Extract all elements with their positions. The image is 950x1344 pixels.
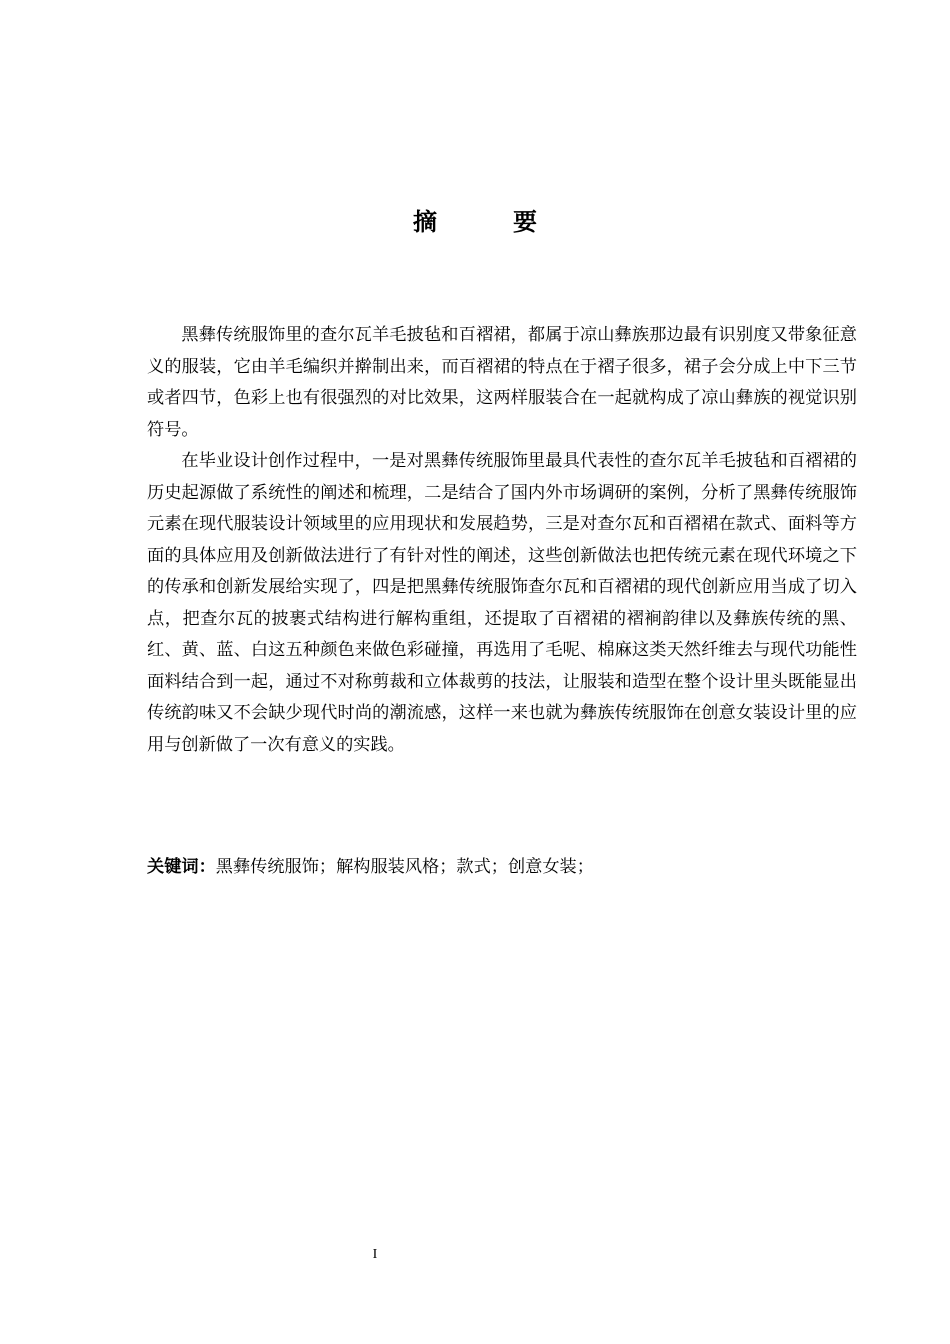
keywords-label: 关键词： [147, 857, 216, 877]
abstract-body [147, 320, 857, 761]
page-number: I [372, 1247, 378, 1262]
abstract-title: 摘 要 [413, 208, 563, 236]
keywords-text: 黑彝传统服饰；解构服装风格；款式；创意女装； [215, 857, 594, 877]
abstract-paragraph-2: 在毕业设计创作过程中，一是对黑彝传统服饰里最具代表性的查尔瓦羊毛披毡和百褶裙的历史起源做了系统性的阐述和梳理，二是结合了国内外市场调研的案例，分析了黑彝传统服饰元素在现代服装设计领域里的应用现状和发展趋势，三是对查尔瓦和百褶裙在款式、面料等方面的具体应用及创新做法进行了有针对性的阐述，这些创新做法也把传统元素在现代环境之下的传承和创新发展给实现了，四是把黑彝传统服饰查尔瓦和百褶裙的现代创新应用当成了切入点，把查尔瓦的披裹式结构进行解构重组，还提取了百褶裙的褶裥韵律以及彝族传统的黑、红、黄、蓝、白这五种颜色来做色彩碰撞，再选用了毛呢、棉麻这类天然纤维去与现代功能性面料结合到一起，通过不对称剪裁和立体裁剪的技法，让服装和造型在整个设计里头既能显出传统韵味又不会缺少现代时尚的潮流感，这样一来也就为彝族传统服饰在创意女装设计里的应用与创新做了一次有意义的实践。 [147, 451, 857, 755]
keywords-line [147, 852, 857, 883]
abstract-paragraph-1: 黑彝传统服饰里的查尔瓦羊毛披毡和百褶裙，都属于凉山彝族那边最有识别度又带象征意义的服装，它由羊毛编织并擀制出来，而百褶裙的特点在于褶子很多，裙子会分成上中下三节或者四节，色彩上也有很强烈的对比效果，这两样服装合在一起就构成了凉山彝族的视觉识别符号。 [147, 325, 857, 440]
